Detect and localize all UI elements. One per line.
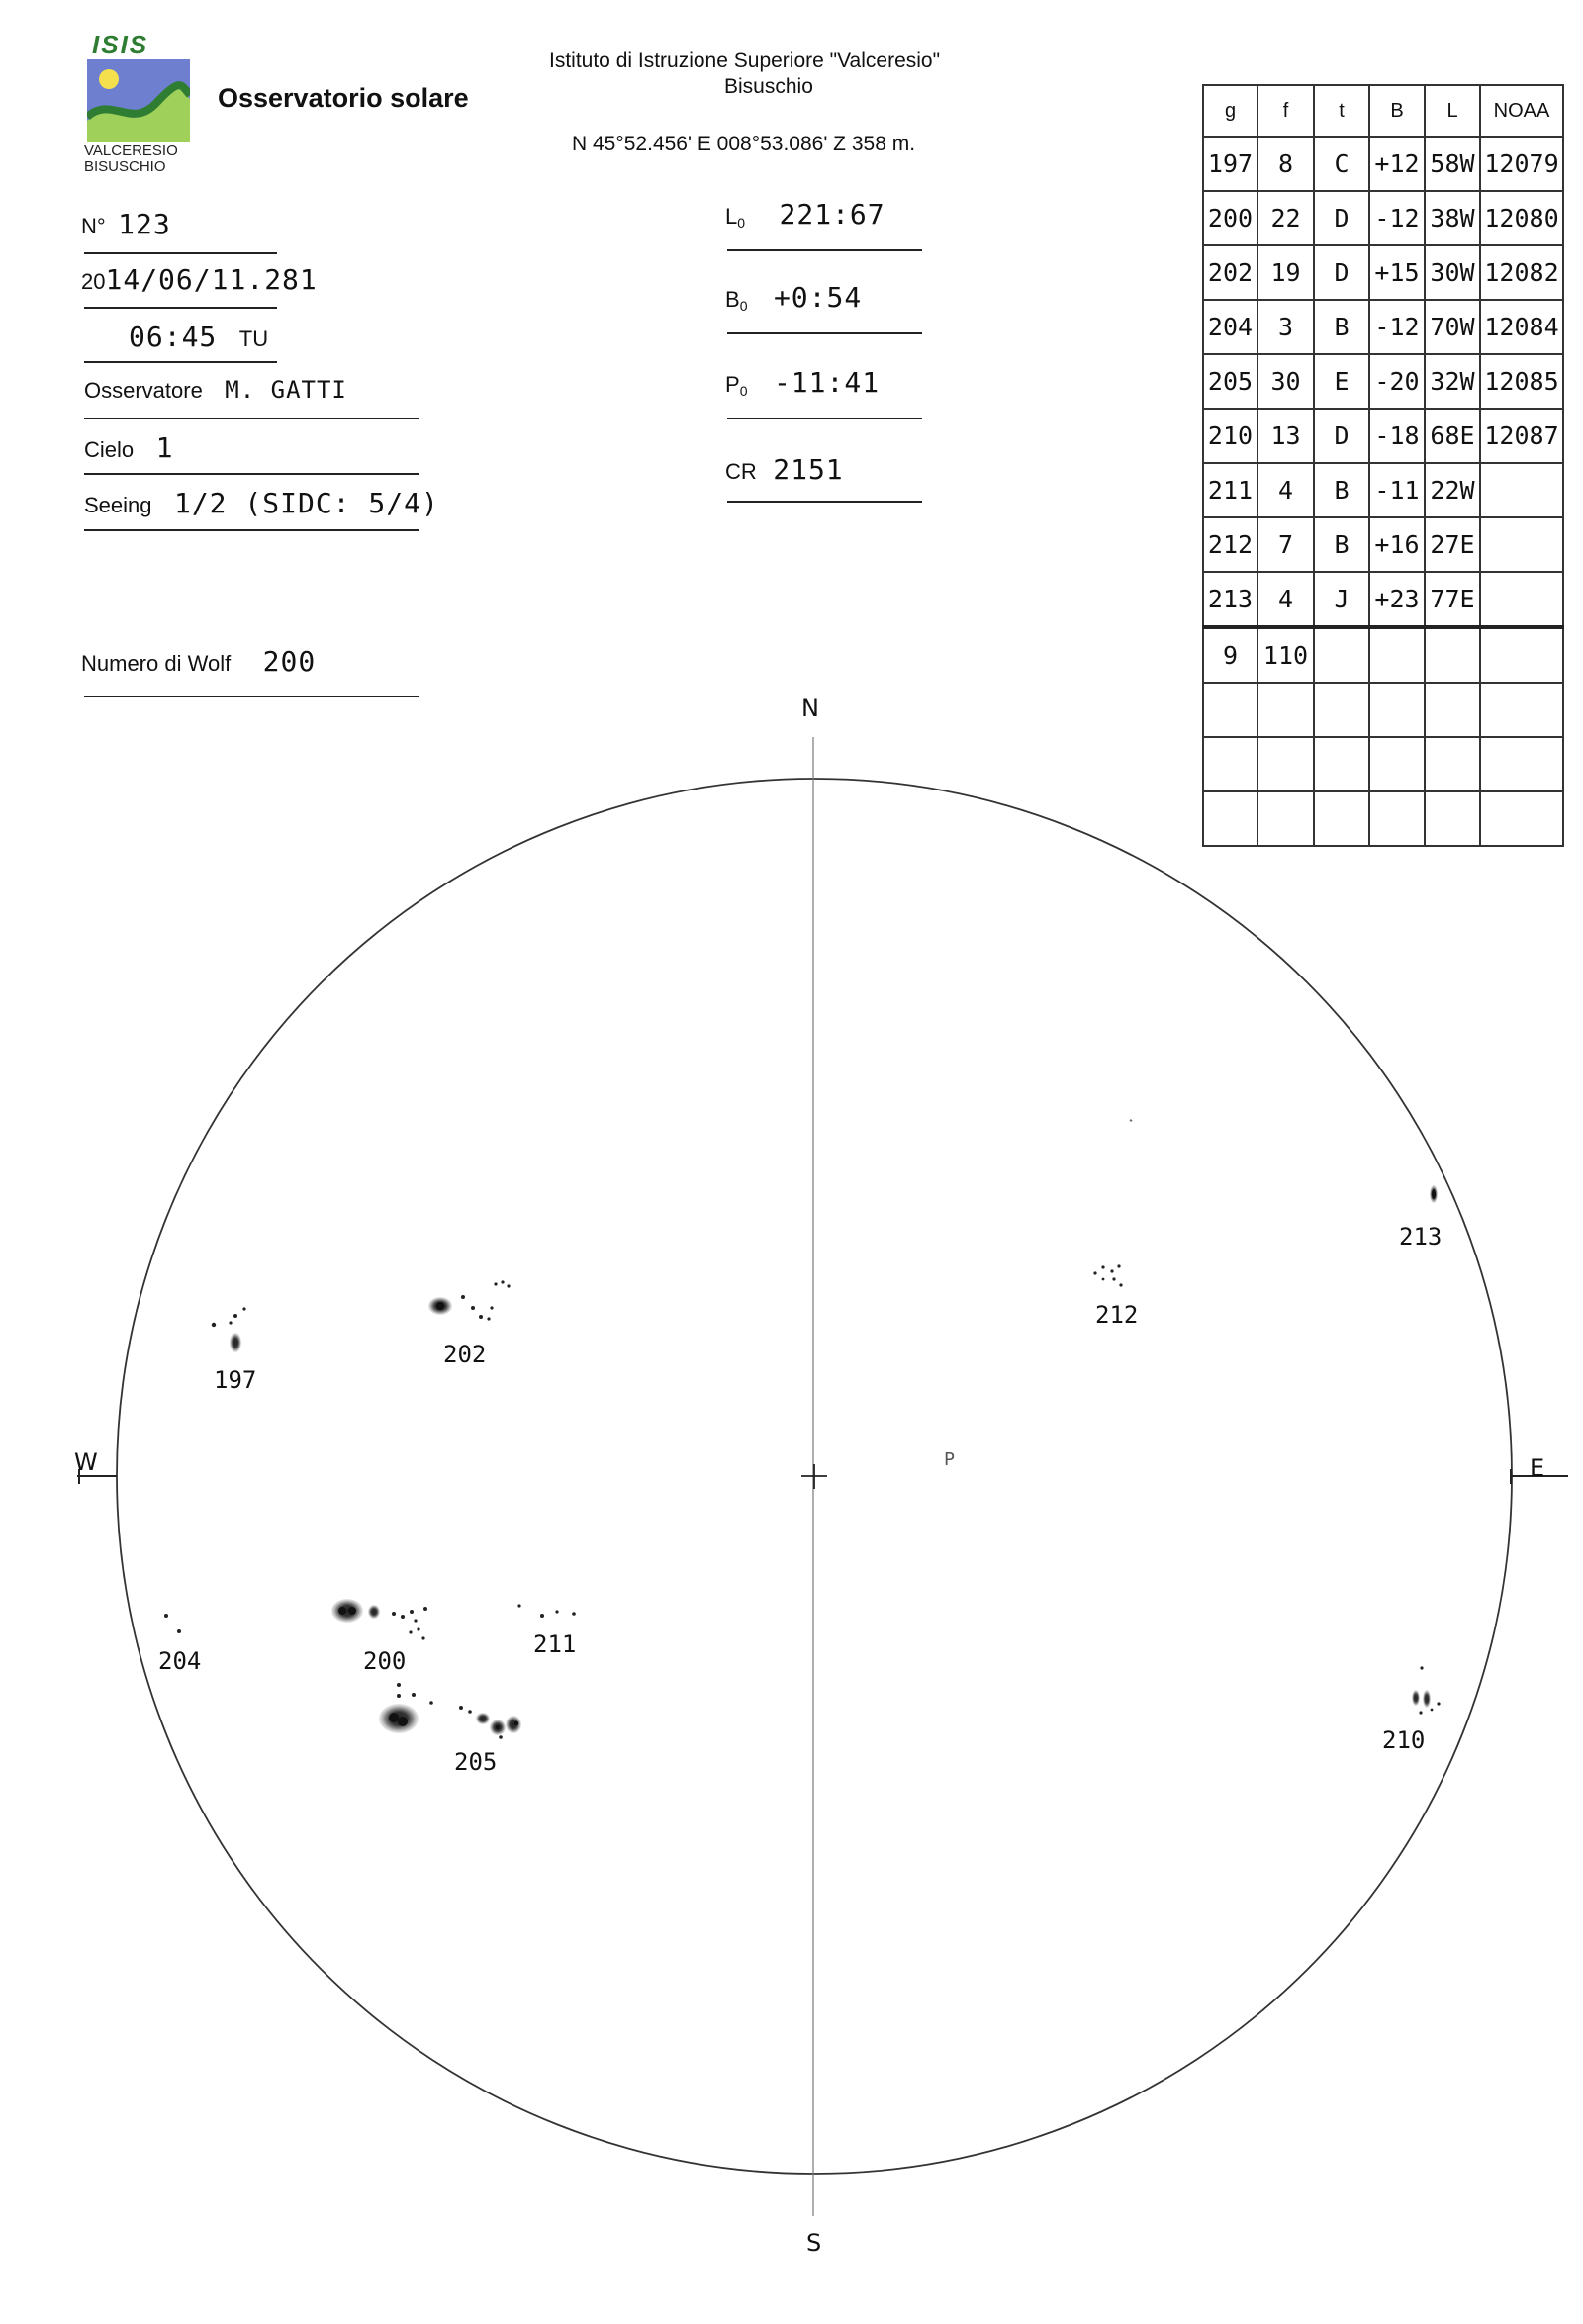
total-g: 9 (1203, 627, 1257, 683)
l0-label: L (725, 204, 738, 229)
cell-t: C (1314, 137, 1369, 191)
cell-t: D (1314, 245, 1369, 300)
group-label-213: 213 (1399, 1223, 1443, 1251)
group-label-197: 197 (214, 1366, 257, 1394)
observer-value: M. GATTI (225, 376, 347, 404)
cell-t: B (1314, 300, 1369, 354)
cell-t: E (1314, 354, 1369, 409)
cr-value: 2151 (773, 453, 844, 486)
cell-b: -11 (1369, 463, 1425, 517)
cell-l: 32W (1425, 354, 1480, 409)
cell-l: 58W (1425, 137, 1480, 191)
col-header-noaa: NOAA (1480, 85, 1563, 137)
spot-group-211 (517, 1604, 575, 1618)
group-label-204: 204 (158, 1647, 202, 1675)
south-label: S (806, 2229, 822, 2257)
cell-t: B (1314, 517, 1369, 572)
cell-l: 27E (1425, 517, 1480, 572)
logo-subtitle-1: VALCERESIO (84, 142, 178, 159)
b0-subscript: 0 (739, 298, 748, 315)
cell-g: 210 (1203, 409, 1257, 463)
wolf-label: Numero di Wolf (81, 651, 232, 676)
wolf-value: 200 (262, 645, 317, 678)
cell-b: +16 (1369, 517, 1425, 572)
cell-b: -20 (1369, 354, 1425, 409)
cell-f: 3 (1257, 300, 1314, 354)
cell-f: 30 (1257, 354, 1314, 409)
cell-noaa: 12085 (1480, 354, 1563, 409)
cell-l: 70W (1425, 300, 1480, 354)
cell-f: 22 (1257, 191, 1314, 245)
cell-g: 204 (1203, 300, 1257, 354)
date-prefix: 20 (81, 269, 106, 294)
cell-f: 4 (1257, 572, 1314, 627)
cell-b: -12 (1369, 300, 1425, 354)
stray-mark (1130, 1120, 1132, 1121)
spot-group-213 (1430, 1185, 1438, 1203)
west-label: W (74, 1448, 98, 1476)
cell-noaa: 12080 (1480, 191, 1563, 245)
total-f: 110 (1257, 627, 1314, 683)
group-label-211: 211 (533, 1630, 577, 1658)
cell-g: 202 (1203, 245, 1257, 300)
cell-l: 22W (1425, 463, 1480, 517)
cell-t: D (1314, 191, 1369, 245)
cell-t: B (1314, 463, 1369, 517)
col-header-b: B (1369, 85, 1425, 137)
spot-group-204 (164, 1614, 181, 1633)
b0-label: B (725, 287, 740, 312)
cell-f: 13 (1257, 409, 1314, 463)
group-label-212: 212 (1095, 1301, 1139, 1329)
sky-value: 1 (155, 431, 174, 464)
north-label: N (801, 695, 819, 722)
logo-wordmark: ISIS (92, 30, 149, 59)
cell-f: 7 (1257, 517, 1314, 572)
b0-value: +0:54 (773, 281, 863, 314)
seeing-value: 1/2 (SIDC: 5/4) (173, 487, 439, 519)
col-header-f: f (1257, 85, 1314, 137)
cell-noaa: 12084 (1480, 300, 1563, 354)
cell-t: D (1314, 409, 1369, 463)
cell-noaa: 12079 (1480, 137, 1563, 191)
number-label: N° (81, 214, 106, 238)
institute-name: Istituto di Istruzione Superiore "Valceresio" (549, 49, 941, 72)
logo-subtitle-2: BISUSCHIO (84, 158, 166, 175)
spot-group-212 (1093, 1264, 1122, 1286)
spot-group-202 (428, 1280, 511, 1320)
group-label-205: 205 (454, 1748, 498, 1776)
spot-group-197 (212, 1307, 246, 1352)
p0-subscript: 0 (739, 383, 748, 400)
cell-f: 4 (1257, 463, 1314, 517)
cell-b: +23 (1369, 572, 1425, 627)
spot-group-205 (379, 1683, 521, 1739)
col-header-t: t (1314, 85, 1369, 137)
cell-g: 200 (1203, 191, 1257, 245)
cell-g: 211 (1203, 463, 1257, 517)
pole-mark: P (944, 1449, 955, 1470)
sky-label: Cielo (84, 437, 135, 462)
cr-label: CR (725, 459, 757, 484)
cell-noaa: 12087 (1480, 409, 1563, 463)
col-header-l: L (1425, 85, 1480, 137)
cell-g: 212 (1203, 517, 1257, 572)
cell-f: 8 (1257, 137, 1314, 191)
time-value: 06:45 (129, 321, 218, 353)
p0-value: -11:41 (773, 366, 881, 399)
east-label: E (1530, 1454, 1545, 1482)
cell-l: 38W (1425, 191, 1480, 245)
cell-noaa: 12082 (1480, 245, 1563, 300)
cell-b: -12 (1369, 191, 1425, 245)
number-value: 123 (118, 208, 171, 240)
cell-b: -18 (1369, 409, 1425, 463)
l0-subscript: 0 (737, 215, 746, 232)
observer-label: Osservatore (84, 378, 203, 403)
observatory-title: Osservatorio solare (218, 83, 469, 113)
cell-g: 213 (1203, 572, 1257, 627)
observatory-coordinates: N 45°52.456' E 008°53.086' Z 358 m. (572, 133, 916, 155)
cell-l: 68E (1425, 409, 1480, 463)
time-unit: TU (238, 326, 269, 351)
col-header-g: g (1203, 85, 1257, 137)
group-label-210: 210 (1382, 1726, 1426, 1754)
p0-label: P (725, 372, 740, 397)
spot-group-200 (331, 1599, 427, 1640)
cell-b: +12 (1369, 137, 1425, 191)
group-label-202: 202 (443, 1341, 487, 1368)
date-value: 14/06/11.281 (105, 263, 318, 296)
cell-b: +15 (1369, 245, 1425, 300)
institute-town: Bisuschio (724, 75, 813, 98)
l0-value: 221:67 (779, 198, 885, 231)
seeing-label: Seeing (84, 493, 152, 517)
cell-l: 30W (1425, 245, 1480, 300)
cell-l: 77E (1425, 572, 1480, 627)
cell-g: 205 (1203, 354, 1257, 409)
group-label-200: 200 (363, 1647, 407, 1675)
cell-g: 197 (1203, 137, 1257, 191)
spot-group-210 (1412, 1666, 1441, 1714)
cell-f: 19 (1257, 245, 1314, 300)
cell-t: J (1314, 572, 1369, 627)
